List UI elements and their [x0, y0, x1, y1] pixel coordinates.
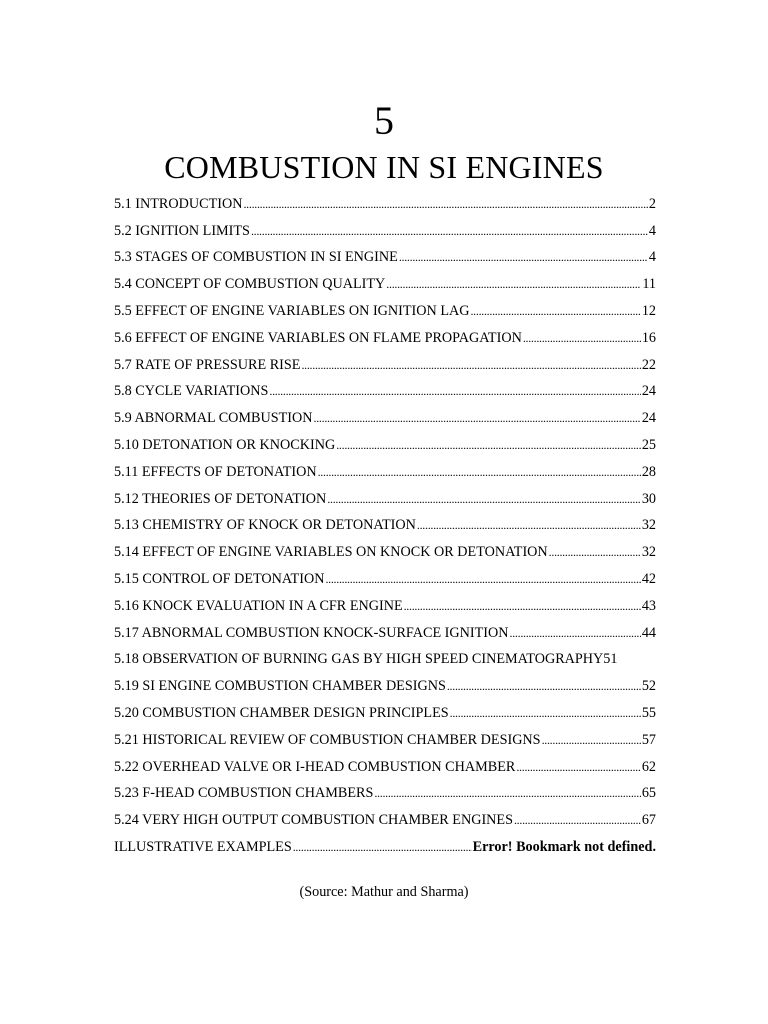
toc-entry-label: 5.22 OVERHEAD VALVE OR I-HEAD COMBUSTION CHAMBER: [114, 758, 516, 775]
toc-entry-page: 16: [641, 329, 656, 346]
toc-entry-5-17[interactable]: [114, 615, 656, 642]
toc-entry-page: 12: [641, 302, 656, 319]
toc-leader-dots: [470, 302, 640, 320]
toc-leader-dots: [510, 624, 641, 642]
toc-leader-dots: [374, 784, 640, 802]
toc-entry-illustrative-examples[interactable]: [114, 829, 656, 856]
toc-entry-page: 57: [641, 731, 656, 748]
toc-entry-page: 52: [641, 678, 656, 695]
toc-entry-5-20[interactable]: [114, 695, 656, 722]
toc-leader-dots: [450, 704, 641, 722]
toc-entry-page: 65: [641, 785, 656, 802]
toc-entry-page: 4: [648, 222, 656, 239]
toc-entry-page: 32: [641, 544, 656, 561]
toc-leader-dots: [327, 490, 641, 508]
toc-entry-label: 5.8 CYCLE VARIATIONS: [114, 383, 269, 400]
toc-leader-dots: [301, 356, 640, 374]
chapter-title: COMBUSTION IN SI ENGINES: [164, 149, 604, 185]
toc-entry-page: 25: [641, 436, 656, 453]
toc-leader-dots: [318, 463, 641, 481]
toc-leader-dots: [314, 409, 641, 427]
toc-leader-dots: [293, 838, 472, 856]
toc-entry-5-8[interactable]: [114, 374, 656, 401]
toc-leader-dots: [523, 329, 641, 347]
toc-entry-5-12[interactable]: [114, 481, 656, 508]
toc-leader-dots: [514, 811, 641, 829]
toc-entry-label: 5.13 CHEMISTRY OF KNOCK OR DETONATION: [114, 517, 416, 534]
toc-entry-5-3[interactable]: [114, 240, 656, 267]
toc-leader-dots: [542, 731, 641, 749]
toc-leader-dots: [336, 436, 641, 454]
toc-leader-dots: [243, 195, 647, 213]
chapter-number: 5: [374, 98, 394, 143]
toc-entry-label: 5.7 RATE OF PRESSURE RISE: [114, 356, 301, 373]
toc-entry-page: 51: [603, 651, 618, 668]
toc-entry-5-24[interactable]: [114, 802, 656, 829]
toc-entry-label: 5.3 STAGES OF COMBUSTION IN SI ENGINE: [114, 249, 398, 266]
toc-entry-label: 5.6 EFFECT OF ENGINE VARIABLES ON FLAME PROPAGATION: [114, 329, 522, 346]
toc-entry-5-21[interactable]: [114, 722, 656, 749]
toc-entry-label: 5.21 HISTORICAL REVIEW OF COMBUSTION CHAMBER DESIGNS: [114, 731, 541, 748]
toc-entry-page: 22: [641, 356, 656, 373]
toc-leader-dots: [549, 543, 641, 561]
toc-leader-dots: [516, 758, 640, 776]
toc-entry-5-23[interactable]: [114, 776, 656, 803]
toc-entry-5-1[interactable]: [114, 186, 656, 213]
toc-entry-label: 5.19 SI ENGINE COMBUSTION CHAMBER DESIGNS: [114, 678, 446, 695]
toc-entry-5-22[interactable]: [114, 749, 656, 776]
toc-entry-label: 5.1 INTRODUCTION: [114, 195, 243, 212]
toc-leader-dots: [325, 570, 640, 588]
toc-entry-label: 5.9 ABNORMAL COMBUSTION: [114, 410, 313, 427]
toc-entry-label: 5.5 EFFECT OF ENGINE VARIABLES ON IGNITION LAG: [114, 302, 470, 319]
toc-entry-5-11[interactable]: [114, 454, 656, 481]
toc-entry-5-19[interactable]: [114, 668, 656, 695]
toc-entry-page: 24: [641, 383, 656, 400]
toc-entry-page: 55: [641, 704, 656, 721]
toc-entry-label: 5.15 CONTROL OF DETONATION: [114, 570, 325, 587]
toc-leader-dots: [386, 275, 641, 293]
toc-entry-label: ILLUSTRATIVE EXAMPLES: [114, 838, 292, 855]
toc-entry-label: 5.17 ABNORMAL COMBUSTION KNOCK-SURFACE IGNITION: [114, 624, 509, 641]
toc-entry-page: 24: [641, 410, 656, 427]
source-citation: (Source: Mathur and Sharma): [299, 884, 469, 900]
toc-entry-page: 11: [642, 276, 656, 293]
toc-entry-5-14[interactable]: [114, 534, 656, 561]
toc-entry-label: 5.14 EFFECT OF ENGINE VARIABLES ON KNOCK OR DETONATION: [114, 544, 548, 561]
toc-entry-page: 62: [641, 758, 656, 775]
toc-entry-page: 44: [641, 624, 656, 641]
toc-leader-dots: [251, 222, 648, 240]
toc-entry-5-2[interactable]: [114, 213, 656, 240]
toc-entry-page: 28: [641, 463, 656, 480]
toc-entry-5-6[interactable]: [114, 320, 656, 347]
toc-entry-5-16[interactable]: [114, 588, 656, 615]
toc-entry-label: 5.23 F-HEAD COMBUSTION CHAMBERS: [114, 785, 374, 802]
toc-entry-5-15[interactable]: [114, 561, 656, 588]
toc-entry-label: 5.18 OBSERVATION OF BURNING GAS BY HIGH SPEED CINEMATOGRAPHY: [114, 651, 604, 668]
toc-entry-label: 5.24 VERY HIGH OUTPUT COMBUSTION CHAMBER ENGINES: [114, 812, 513, 829]
toc-entry-5-10[interactable]: [114, 427, 656, 454]
toc-leader-dots: [447, 677, 641, 695]
toc-entry-label: 5.12 THEORIES OF DETONATION: [114, 490, 327, 507]
toc-entry-label: 5.16 KNOCK EVALUATION IN A CFR ENGINE: [114, 597, 403, 614]
toc-entry-label: 5.2 IGNITION LIMITS: [114, 222, 250, 239]
toc-leader-dots: [269, 382, 640, 400]
toc-entry-5-7[interactable]: [114, 347, 656, 374]
toc-leader-dots: [417, 516, 641, 534]
toc-entry-page: 43: [641, 597, 656, 614]
toc-entry-label: 5.20 COMBUSTION CHAMBER DESIGN PRINCIPLES: [114, 704, 449, 721]
toc-entry-label: 5.11 EFFECTS OF DETONATION: [114, 463, 317, 480]
toc-entry-page: 30: [641, 490, 656, 507]
toc-entry-page: 2: [648, 195, 656, 212]
toc-entry-5-5[interactable]: [114, 293, 656, 320]
toc-entry-page: 32: [641, 517, 656, 534]
toc-leader-dots: [399, 248, 648, 266]
toc-leader-dots: [404, 597, 641, 615]
toc-entry-5-4[interactable]: [114, 266, 656, 293]
toc-entry-label: 5.4 CONCEPT OF COMBUSTION QUALITY: [114, 276, 386, 293]
table-of-contents: [114, 186, 656, 856]
toc-entry-5-9[interactable]: [114, 400, 656, 427]
toc-entry-page-error: Error! Bookmark not defined.: [472, 838, 656, 855]
toc-entry-label: 5.10 DETONATION OR KNOCKING: [114, 436, 336, 453]
toc-entry-5-18[interactable]: [114, 642, 656, 669]
toc-entry-page: 67: [641, 812, 656, 829]
toc-entry-5-13[interactable]: [114, 508, 656, 535]
toc-entry-page: 4: [648, 249, 656, 266]
toc-entry-page: 42: [641, 570, 656, 587]
